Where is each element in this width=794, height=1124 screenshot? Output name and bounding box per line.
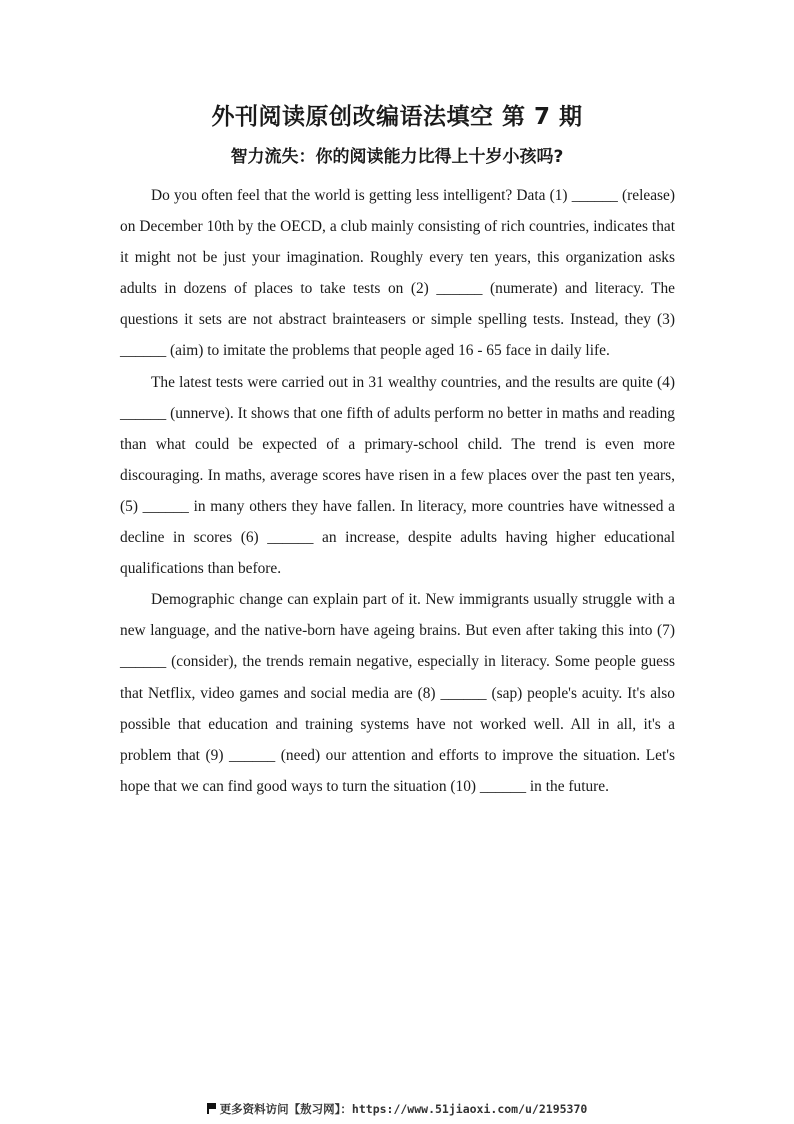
page-title: 外刊阅读原创改编语法填空 第 7 期 bbox=[211, 104, 583, 130]
flag-icon bbox=[207, 1103, 216, 1114]
page-subtitle: 智力流失：你的阅读能力比得上十岁小孩吗? bbox=[230, 147, 564, 167]
article-body bbox=[120, 180, 675, 802]
footer[interactable] bbox=[0, 1100, 794, 1118]
paragraph-1: Do you often feel that the world is getting less intelligent? Data (1) ______ (release) on December 10th by the OECD, a club mainly consisting of rich countries, indicates that it might not be just your imagination. Roughly every ten years, this organization asks adults in dozens of places to take tests on (2) ______ (numerate) and literacy. The questions it sets are not abstract brainteasers or simple spelling tests. Instead, they (3) ______ (aim) to imitate the problems that people aged 16 - 65 face in daily life. bbox=[120, 187, 675, 360]
paragraph-3: Demographic change can explain part of it. New immigrants usually struggle with a new language, and the native-born have ageing brains. But even after taking this into (7) ______ (consider), the trends remain negative, especially in literacy. Some people guess that Netflix, video games and social media are (8) ______ (sap) people's acuity. It's also possible that education and training systems have not worked well. All in all, it's a problem that (9) ______ (need) our attention and efforts to improve the situation. Let's hope that we can find good ways to turn the situation (10) ______ in the future. bbox=[120, 591, 675, 795]
paragraph-2: The latest tests were carried out in 31 wealthy countries, and the results are quite (4) ______ (unnerve). It shows that one fifth of adults perform no better in maths and reading than what could be expected of a primary-school child. The trend is even more discouraging. In maths, average scores have risen in a few places over the past ten years, (5) ______ in many others they have fallen. In literacy, more countries have witnessed a decline in scores (6) ______ an increase, despite adults having higher educational qualifications than before. bbox=[120, 373, 675, 578]
footer-link[interactable]: 更多资料访问【敖习网】：https://www.51jiaoxi.com/u/2195370 bbox=[219, 1102, 588, 1116]
